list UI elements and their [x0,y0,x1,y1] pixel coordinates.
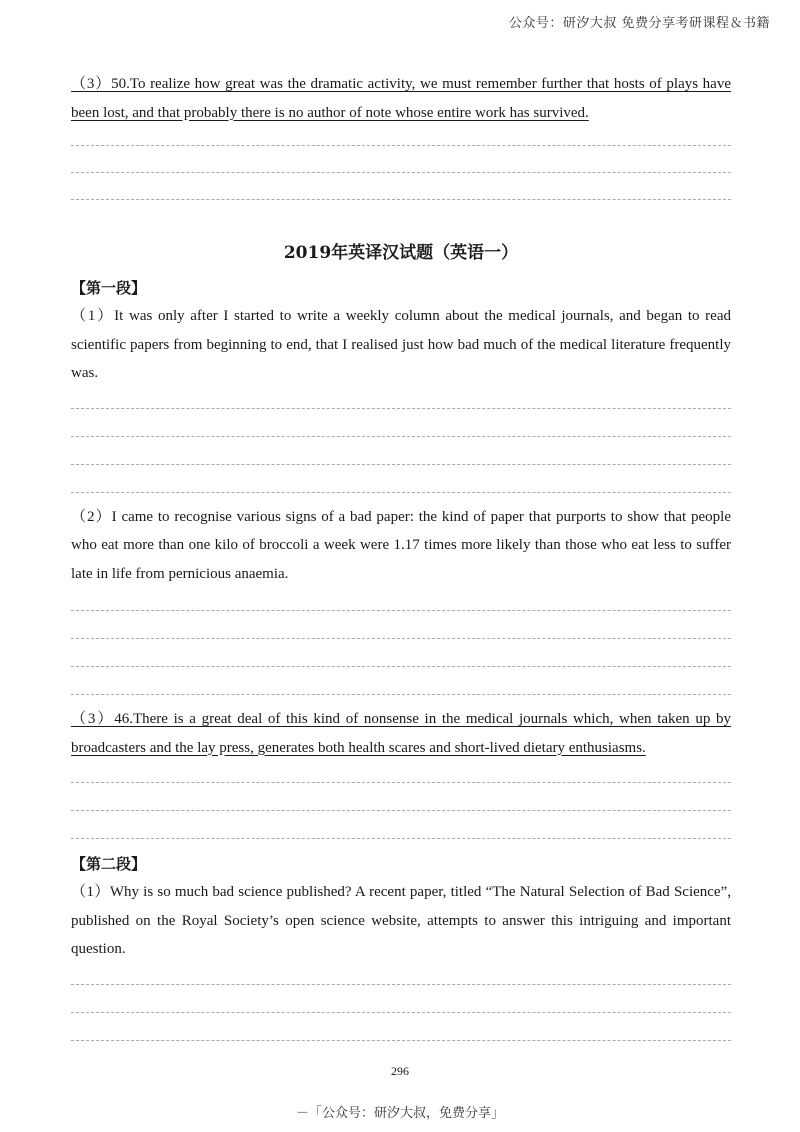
section-heading-1: 【第一段】 [71,279,147,297]
answer-line [71,436,731,437]
answer-line [71,145,731,146]
paragraph-1-2: （2）I came to recognise various signs of a bad paper: the kind of paper that purports to show that people who eat more than one kilo of broccoli a week were 1.17 times more likely than those who eat less to suffer late in life from pernicious anaemia. [71,508,731,582]
answer-lines-2-1 [71,984,731,1041]
answer-line [71,666,731,667]
answer-lines-50 [71,145,731,200]
answer-line [71,638,731,639]
answer-lines-46 [71,782,731,839]
answer-line [71,408,731,409]
page-content [71,70,731,1041]
answer-line [71,810,731,811]
header-watermark: 公众号：研汐大叔 免费分享考研课程＆书籍 [508,16,770,31]
footer-watermark: －「公众号：研汐大叔，免费分享」 [295,1106,504,1121]
answer-line [71,984,731,985]
answer-line [71,1012,731,1013]
paragraph-2-1: （1）Why is so much bad science published? A recent paper, titled “The Natural Selection of Bad Science”, published on the Royal Society’s open science website, attempts to answer this intriguing and important question. [71,884,731,957]
answer-line [71,492,731,493]
question-46: （3）46.There is a great deal of this kind of nonsense in the medical journals which, when taken up by broadcasters and the lay press, generates both health scares and short-lived dietary enthusiasms. [71,711,731,756]
page-number: 296 [391,1064,409,1078]
paragraph-1-1: （1）It was only after I started to write a weekly column about the medical journals, and began to read scientific papers from beginning to end, that I realised just how bad much of the medical literature frequently was. [71,308,731,381]
answer-line [71,464,731,465]
exam-title: 2019年英译汉试题（英语一） [283,243,519,263]
section-heading-2: 【第二段】 [71,855,147,873]
answer-line [71,838,731,839]
answer-line [71,782,731,783]
question-50: （3）50.To realize how great was the dramatic activity, we must remember further that hosts of plays have been lost, and that probably there is no author of note whose entire work has survived. [71,76,731,121]
answer-line [71,610,731,611]
answer-line [71,1040,731,1041]
answer-lines-1-2 [71,610,731,695]
answer-line [71,199,731,200]
answer-lines-1-1 [71,408,731,493]
answer-line [71,172,731,173]
answer-line [71,694,731,695]
